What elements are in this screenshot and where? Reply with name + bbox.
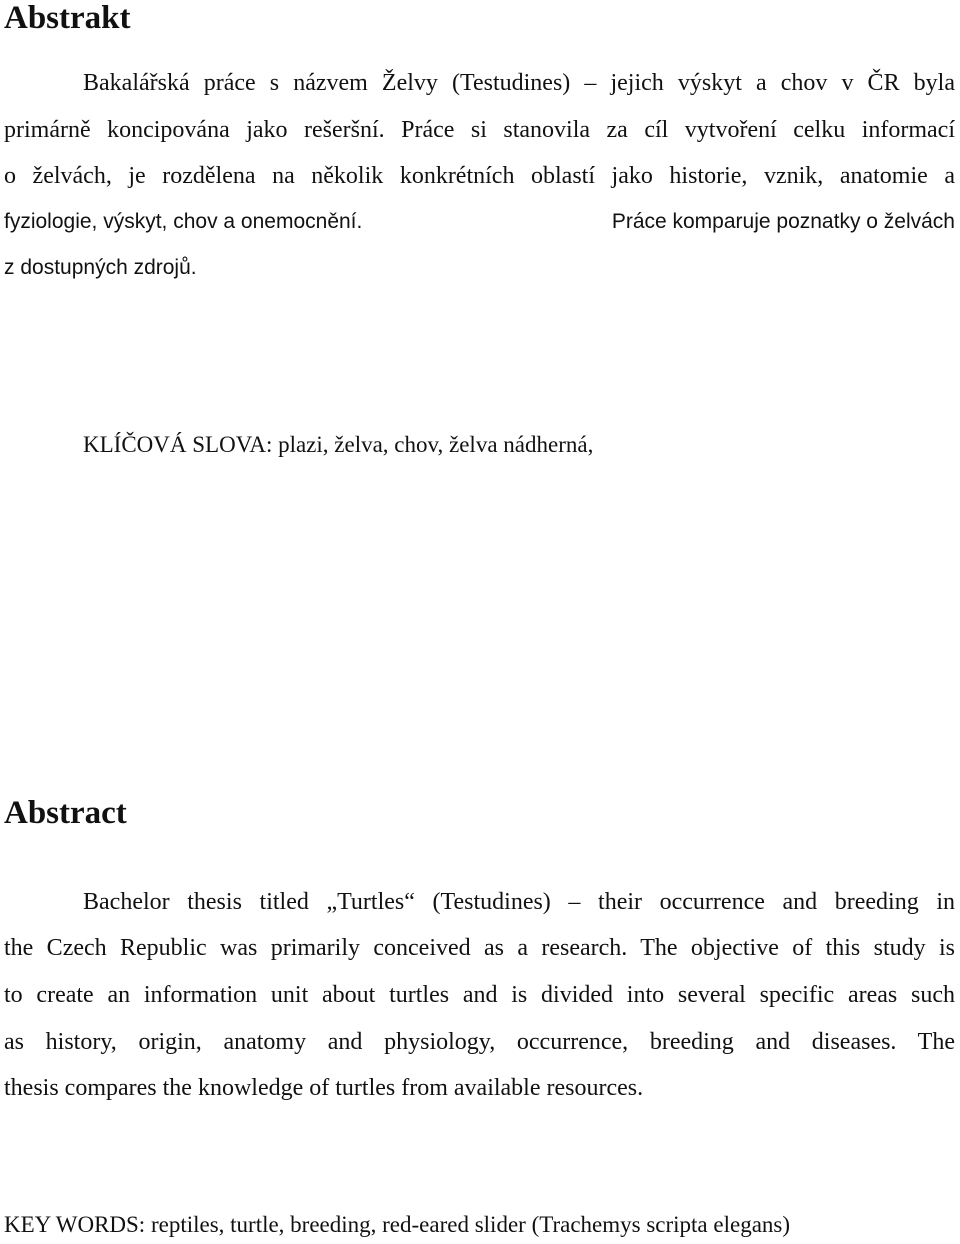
czech-abstract-line-part: fyziologie, výskyt, chov a onemocnění.	[4, 210, 363, 233]
english-keywords: KEY WORDS: reptiles, turtle, breeding, red-eared slider (Trachemys scripta elegans)	[4, 1212, 791, 1237]
english-abstract-heading: Abstract	[4, 795, 127, 831]
english-abstract-line: as history, origin, anatomy and physiology, occurrence, breeding and diseases. The	[4, 1029, 955, 1055]
czech-abstract-line-part: Práce komparuje poznatky o želvách	[611, 210, 955, 233]
english-abstract-line: thesis compares the knowledge of turtles from available resources.	[4, 1075, 644, 1101]
czech-abstract-heading: Abstrakt	[4, 0, 131, 36]
english-abstract-line: Bachelor thesis titled „Turtles“ (Testudines) – their occurrence and breeding in	[83, 889, 955, 915]
english-abstract-line: the Czech Republic was primarily conceived as a research. The objective of this study is	[4, 935, 955, 961]
english-abstract-line: to create an information unit about turtles and is divided into several specific areas such	[4, 982, 955, 1008]
czech-abstract-line: primárně koncipována jako rešeršní. Práce si stanovila za cíl vytvoření celku informací	[4, 117, 955, 143]
czech-keywords: KLÍČOVÁ SLOVA: plazi, želva, chov, želva nádherná,	[83, 432, 594, 457]
czech-abstract-line: z dostupných zdrojů.	[4, 256, 197, 279]
czech-abstract-line: o želvách, je rozdělena na několik konkrétních oblastí jako historie, vznik, anatomie a	[4, 163, 955, 189]
czech-abstract-line: Bakalářská práce s názvem Želvy (Testudines) – jejich výskyt a chov v ČR byla	[83, 70, 955, 96]
